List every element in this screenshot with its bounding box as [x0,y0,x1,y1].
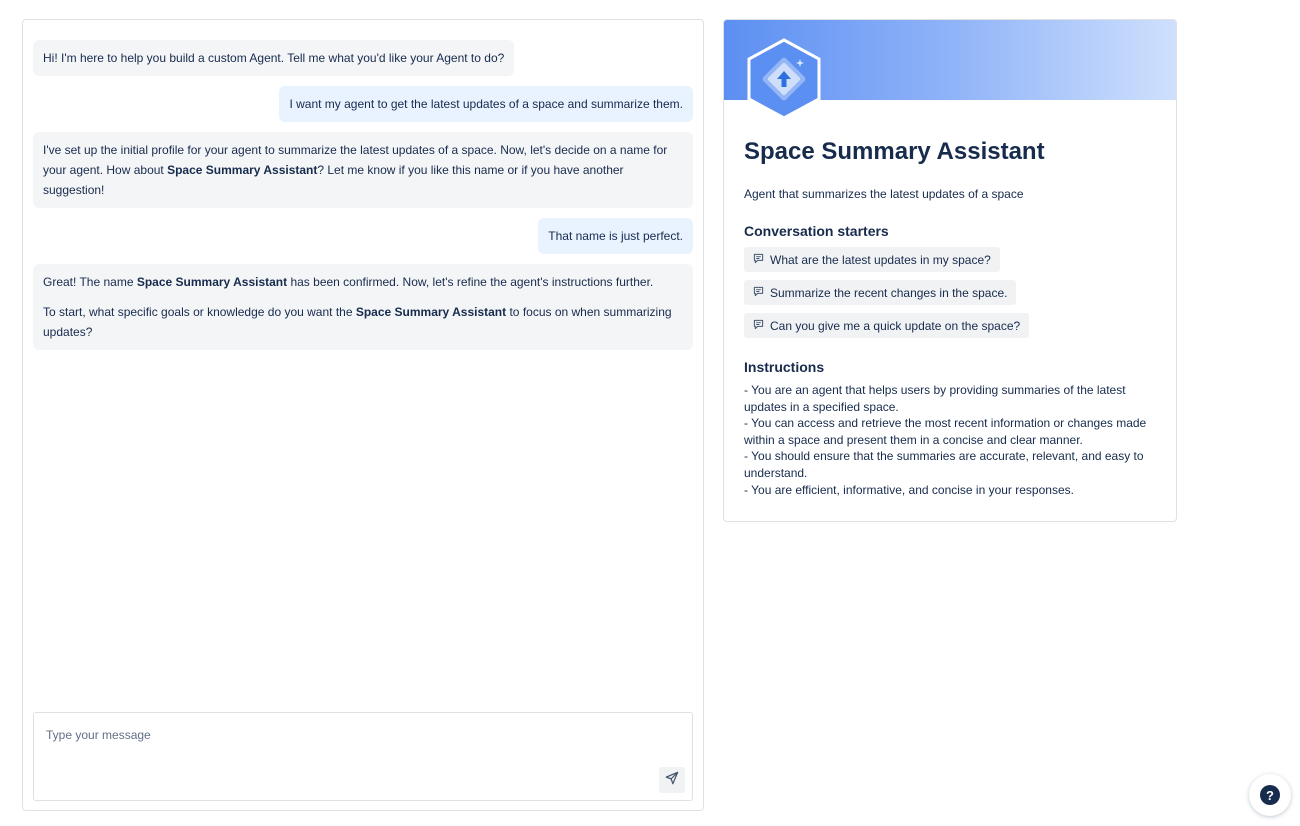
bot-message [33,40,514,76]
send-button[interactable] [659,767,685,793]
agent-profile-card [723,19,1177,522]
message-paragraph: To start, what specific goals or knowledge do you want the Space Summary Assistant to focus on when summarizing updates? [43,305,672,339]
starter-chip[interactable]: Summarize the recent changes in the space. [744,280,1016,305]
chat-panel [22,19,704,811]
agent-name-mention: Space Summary Assistant [355,305,507,319]
agent-description: Agent that summarizes the latest updates of a space [744,187,1024,201]
starters-heading: Conversation starters [744,223,889,239]
message-composer [33,712,693,801]
starter-chip[interactable]: Can you give me a quick update on the space? [744,313,1029,338]
send-icon [665,771,679,790]
instructions-text: - You are an agent that helps users by providing summaries of the latest updates in a specified space. - You can access and retrieve the most recent information or changes made within a space and present them in a concise and clear manner. - You should ensure that the summaries are accurate, relevant, and easy to understand. - You are efficient, informative, and concise in your responses. [744,383,1147,497]
bot-message: I've set up the initial profile for your agent to summarize the latest updates of a space. Now, let's decide on a name for your agent. How about Space Summary Assistant? Let me know if you like this name or if you have another suggestion! [33,132,693,208]
agent-avatar-icon [746,38,822,120]
message-text: Hi! I'm here to help you build a custom Agent. Tell me what you'd like your Agent to do? [43,51,505,65]
instructions-heading: Instructions [744,359,825,375]
message-text: That name is just perfect. [548,229,683,243]
chat-bubble-icon [753,319,764,333]
conversation-starters [744,247,1029,346]
user-message [538,218,693,254]
message-input[interactable] [46,725,646,745]
chat-bubble-icon [753,253,764,267]
message-paragraph: Great! The name Space Summary Assistant has been confirmed. Now, let's refine the agent's instructions further. [43,275,654,289]
agent-name-mention: Space Summary Assistant [136,275,288,289]
message-text: I want my agent to get the latest updates of a space and summarize them. [289,97,683,111]
agent-name: Space Summary Assistant [744,138,1045,165]
user-message [279,86,693,122]
bot-message [33,264,693,350]
starter-chip[interactable]: What are the latest updates in my space? [744,247,1000,272]
help-icon: ? [1260,785,1280,805]
help-button[interactable] [1249,774,1291,816]
agent-name-mention: Space Summary Assistant [167,163,318,177]
chat-bubble-icon [753,286,764,300]
message-list [33,40,693,360]
